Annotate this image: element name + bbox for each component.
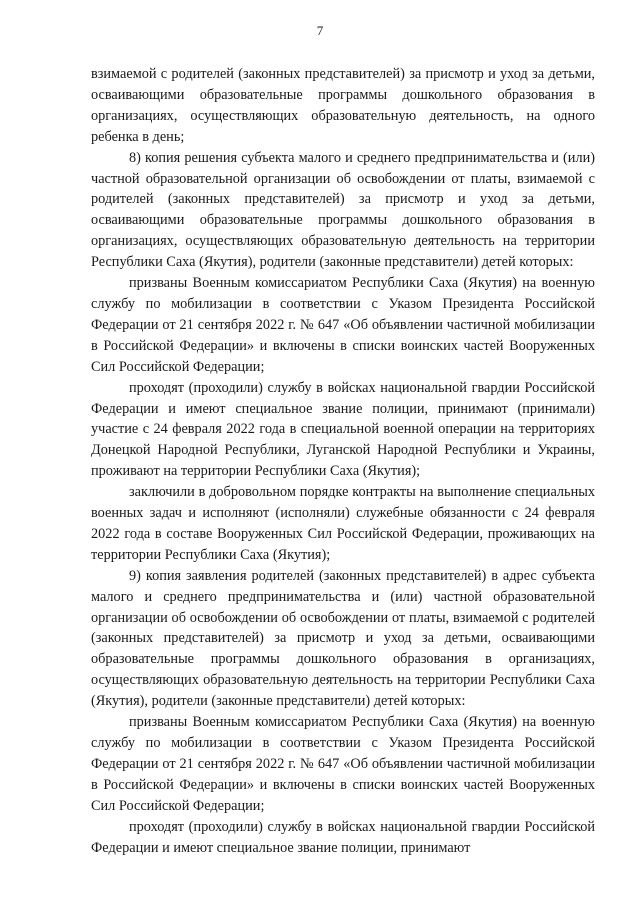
paragraph-continuation: взимаемой с родителей (законных представителей) за присмотр и уход за детьми, осваивающими образовательные программы дошкольного образования в организациях, осуществляющих образовательную деятельность, на одного ребенка в день; xyxy=(91,66,595,145)
paragraph-contract: заключили в добровольном порядке контракты на выполнение специальных военных задач и исполняют (исполняли) служебные обязанности с 24 февраля 2022 года в составе Вооруженных Сил Российской Федерации, проживающих на территории Республики Саха (Якутия); xyxy=(91,484,595,563)
page-number: 7 xyxy=(316,23,324,38)
paragraph-national-guard: проходят (проходили) службу в войсках национальной гвардии Российской Федерации и имеют специальное звание полиции, принимают (принимали) участие с 24 февраля 2022 года в специальной военной операции на территориях Донецкой Народной Республики, Луганской Народной Республики и Украины, проживают на территории Республики Саха (Якутия); xyxy=(91,379,595,480)
paragraph-mobilized: призваны Военным комиссариатом Республики Саха (Якутия) на военную службу по мобилизации в соответствии с Указом Президента Российской Федерации от 21 сентября 2022 г. № 647 «Об объявлении частичной мобилизации в Российской Федерации» и включены в списки воинских частей Вооруженных Сил Российской Федерации; xyxy=(91,275,595,375)
paragraph-mobilized-2: призваны Военным комиссариатом Республики Саха (Якутия) на военную службу по мобилизации в соответствии с Указом Президента Российской Федерации от 21 сентября 2022 г. № 647 «Об объявлении частичной мобилизации в Российской Федерации» и включены в списки воинских частей Вооруженных Сил Российской Федерации; xyxy=(91,714,595,814)
paragraph-item-9: 9) копия заявления родителей (законных представителей) в адрес субъекта малого и среднего предпринимательства и (или) частной образовательной организации об освобождении об освобождении от платы, взимаемой с родителей (законных представителей) за присмотр и уход за детьми, осваивающими образовательные программы дошкольного образования в организациях, осуществляющих образовательную деятельность на территории Республики Саха (Якутия), родители (законные представители) детей которых: xyxy=(91,567,595,710)
document-body xyxy=(91,64,595,858)
paragraph-national-guard-2: проходят (проходили) службу в войсках национальной гвардии Российской Федерации и имеют специальное звание полиции, принимают xyxy=(91,818,595,856)
paragraph-item-8: 8) копия решения субъекта малого и среднего предпринимательства и (или) частной образовательной организации об освобождении от платы, взимаемой с родителей (законных представителей) за присмотр и уход за детьми, осваивающими образовательные программы дошкольного образования в организациях, осуществляющих образовательную деятельность на территории Республики Саха (Якутия), родители (законные представители) детей которых: xyxy=(91,149,595,271)
